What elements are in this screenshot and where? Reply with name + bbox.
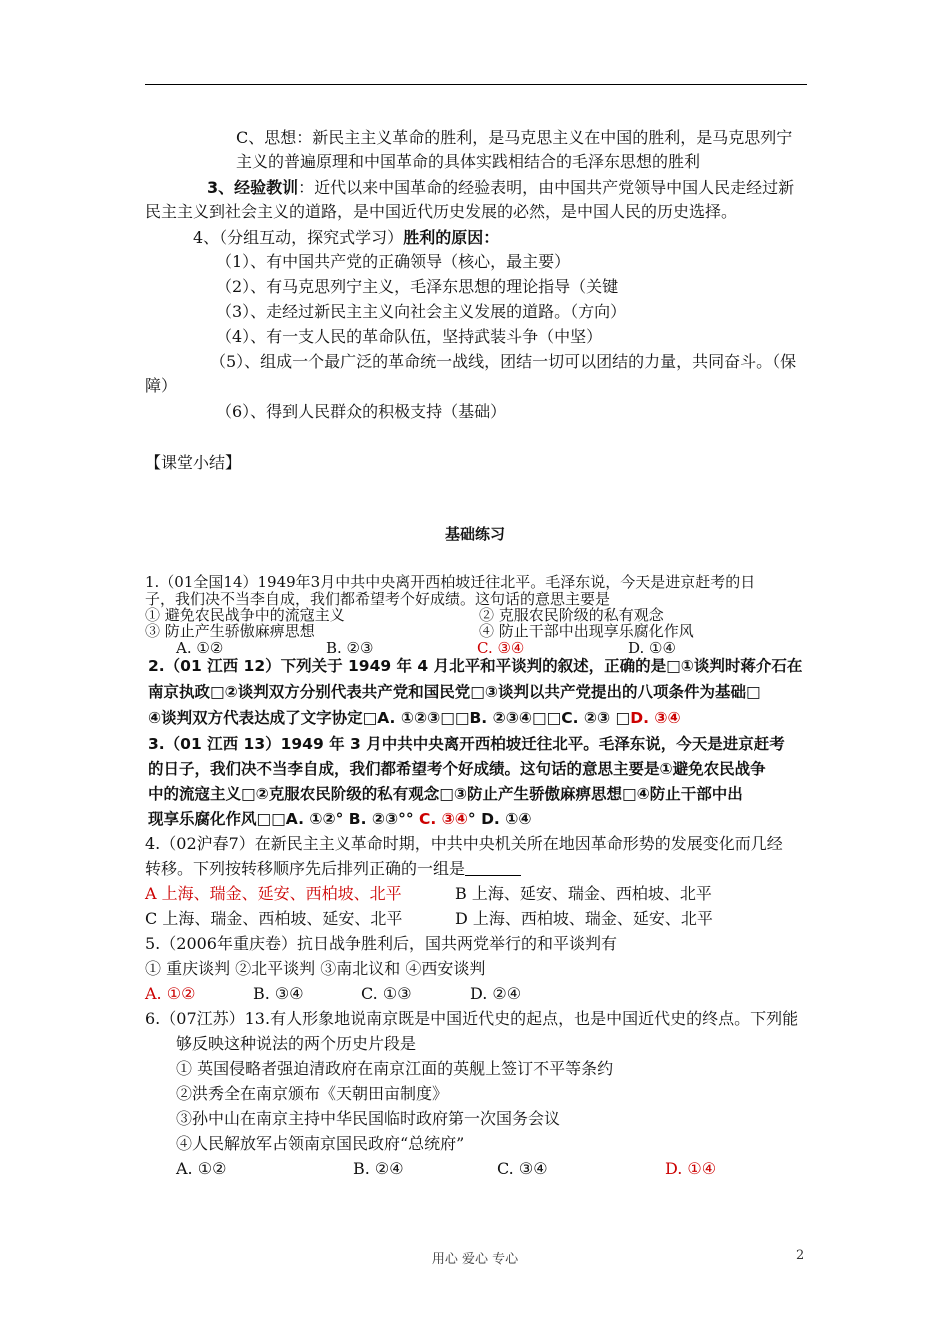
reason-item: （3）、走经过新民主主义向社会主义发展的道路。（方向） (216, 302, 627, 321)
q4-option-d: D 上海、西柏坡、瑞金、延安、北平 (455, 909, 713, 928)
q1-option-b: B. ②③ (326, 639, 374, 657)
lesson-line2: 民主主义到社会主义的道路，是中国近代历史发展的必然，是中国人民的历史选择。 (145, 202, 738, 221)
q2-answer: D. ③④ (630, 709, 681, 727)
q5-option-c: C. ①③ (361, 984, 412, 1003)
q6-item: ③孙中山在南京主持中华民国临时政府第一次国务会议 (176, 1109, 561, 1128)
q4-option-a-answer: A 上海、瑞金、延安、西柏坡、北平 (145, 884, 402, 903)
q5-line1: 5.（2006年重庆卷）抗日战争胜利后，国共两党举行的和平谈判有 (145, 934, 617, 953)
q3-line1: 3.（01 江西 13）1949 年 3 月中共中央离开西柏坡迁往北平。毛泽东说，今天是进京赶考 (148, 735, 785, 753)
q2-line1: 2.（01 江西 12）下列关于 1949 年 4 月北平和平谈判的叙述，正确的是□①谈判时蒋介石在 (148, 657, 803, 675)
q6-item: ④人民解放军占领南京国民政府“总统府” (176, 1134, 465, 1153)
q3-options-tail: ° D. ①④ (467, 810, 532, 828)
q5-option-a-answer: A. ①② (145, 984, 196, 1003)
lesson-text: ：近代以来中国革命的经验表明，由中国共产党领导中国人民走经过新 (298, 178, 795, 197)
q3-answer: C. ③④ (419, 810, 468, 828)
page-number: 2 (796, 1248, 805, 1263)
summary-label: 【课堂小结】 (145, 453, 242, 472)
point-c-line1: C、思想：新民主主义革命的胜利，是马克思主义在中国的胜利，是马克思列宁 (236, 128, 793, 147)
q2-line3 (148, 707, 681, 729)
q1-item: ② 克服农民阶级的私有观念 (479, 606, 664, 624)
q1-option-d: D. ①④ (628, 639, 676, 657)
lesson-line1 (207, 177, 794, 199)
q6-option-d-answer: D. ①④ (665, 1159, 717, 1178)
q5-line2: ① 重庆谈判 ②北平谈判 ③南北议和 ④西安谈判 (145, 959, 486, 978)
q3-options: 现享乐腐化作风□□A. ①②° B. ②③°° (148, 810, 419, 828)
reason-item: （4）、有一支人民的革命队伍，坚持武装斗争（中坚） (216, 327, 603, 346)
q6-option-a: A. ①② (176, 1159, 227, 1178)
q1-item: ④ 防止干部中出现享乐腐化作风 (479, 622, 694, 640)
q4-line1: 4.（02沪春7）在新民主主义革命时期，中共中央机关所在地因革命形势的发展变化而几经 (145, 834, 783, 853)
lesson-label: 3、经验教训 (207, 178, 299, 197)
q4-stem: 转移。下列按转移顺序先后排列正确的一组是 (145, 859, 466, 878)
reason-item: （5）、组成一个最广泛的革命统一战线，团结一切可以团结的力量，共同奋斗。（保 (210, 352, 797, 371)
q6-item: ① 英国侵略者强迫清政府在南京江面的英舰上签订不平等条约 (176, 1059, 614, 1078)
q1-option-c-answer: C. ③④ (477, 639, 525, 657)
q3-line3: 中的流寇主义□②克服农民阶级的私有观念□③防止产生骄傲麻痹思想□④防止干部中出 (148, 785, 743, 803)
q6-option-b: B. ②④ (353, 1159, 404, 1178)
q4-line2 (145, 858, 521, 880)
q3-line2: 的日子，我们决不当李自成，我们都希望考个好成绩。这句话的意思主要是①避免农民战争 (148, 760, 766, 778)
q6-item: ②洪秀全在南京颁布《天朝田亩制度》 (176, 1084, 449, 1103)
reasons-label: 胜利的原因： (403, 228, 500, 247)
q6-line1: 6.（07江苏）13.有人形象地说南京既是中国近代史的起点，也是中国近代史的终点。下列能 (145, 1009, 799, 1028)
q2-options: ④谈判双方代表达成了文字协定□A. ①②③□□B. ②③④□□C. ②③ □ (148, 709, 631, 727)
q5-option-d: D. ②④ (470, 984, 522, 1003)
q4-blank (465, 859, 521, 876)
section-title: 基础练习 (444, 525, 505, 543)
point-c-line2: 主义的普遍原理和中国革命的具体实践相结合的毛泽东思想的胜利 (236, 152, 701, 171)
page-footer: 用心 爱心 专心 (431, 1252, 519, 1267)
q5-option-b: B. ③④ (253, 984, 304, 1003)
q1-option-a: A. ①② (176, 639, 224, 657)
q3-line4 (148, 808, 531, 830)
q2-line2: 南京执政□②谈判双方分别代表共产党和国民党□③谈判以共产党提出的八项条件为基础□ (148, 683, 761, 701)
header-rule (145, 84, 807, 85)
q1-item: ① 避免农民战争中的流寇主义 (145, 606, 345, 624)
reason-item: （2）、有马克思列宁主义，毛泽东思想的理论指导（关键 (216, 277, 619, 296)
q6-line2: 够反映这种说法的两个历史片段是 (176, 1034, 417, 1053)
q1-item: ③ 防止产生骄傲麻痹思想 (145, 622, 315, 640)
q1-line1: 1.（01全国14）1949年3月中共中央离开西柏坡迁往北平。毛泽东说，今天是进京赶考的日 (145, 573, 756, 591)
reason-item-cont: 障） (145, 376, 178, 395)
q4-option-c: C 上海、瑞金、西柏坡、延安、北平 (145, 909, 403, 928)
q4-option-b: B 上海、延安、瑞金、西柏坡、北平 (455, 884, 712, 903)
reasons-heading (193, 227, 499, 249)
q6-option-c: C. ③④ (497, 1159, 548, 1178)
reasons-prefix: 4、（分组互动，探究式学习） (193, 228, 404, 247)
reason-item: （1）、有中国共产党的正确领导（核心，最主要） (216, 252, 571, 271)
reason-item: （6）、得到人民群众的积极支持（基础） (216, 402, 507, 421)
q1-line2: 子，我们决不当李自成，我们都希望考个好成绩。这句话的意思主要是 (145, 590, 611, 608)
